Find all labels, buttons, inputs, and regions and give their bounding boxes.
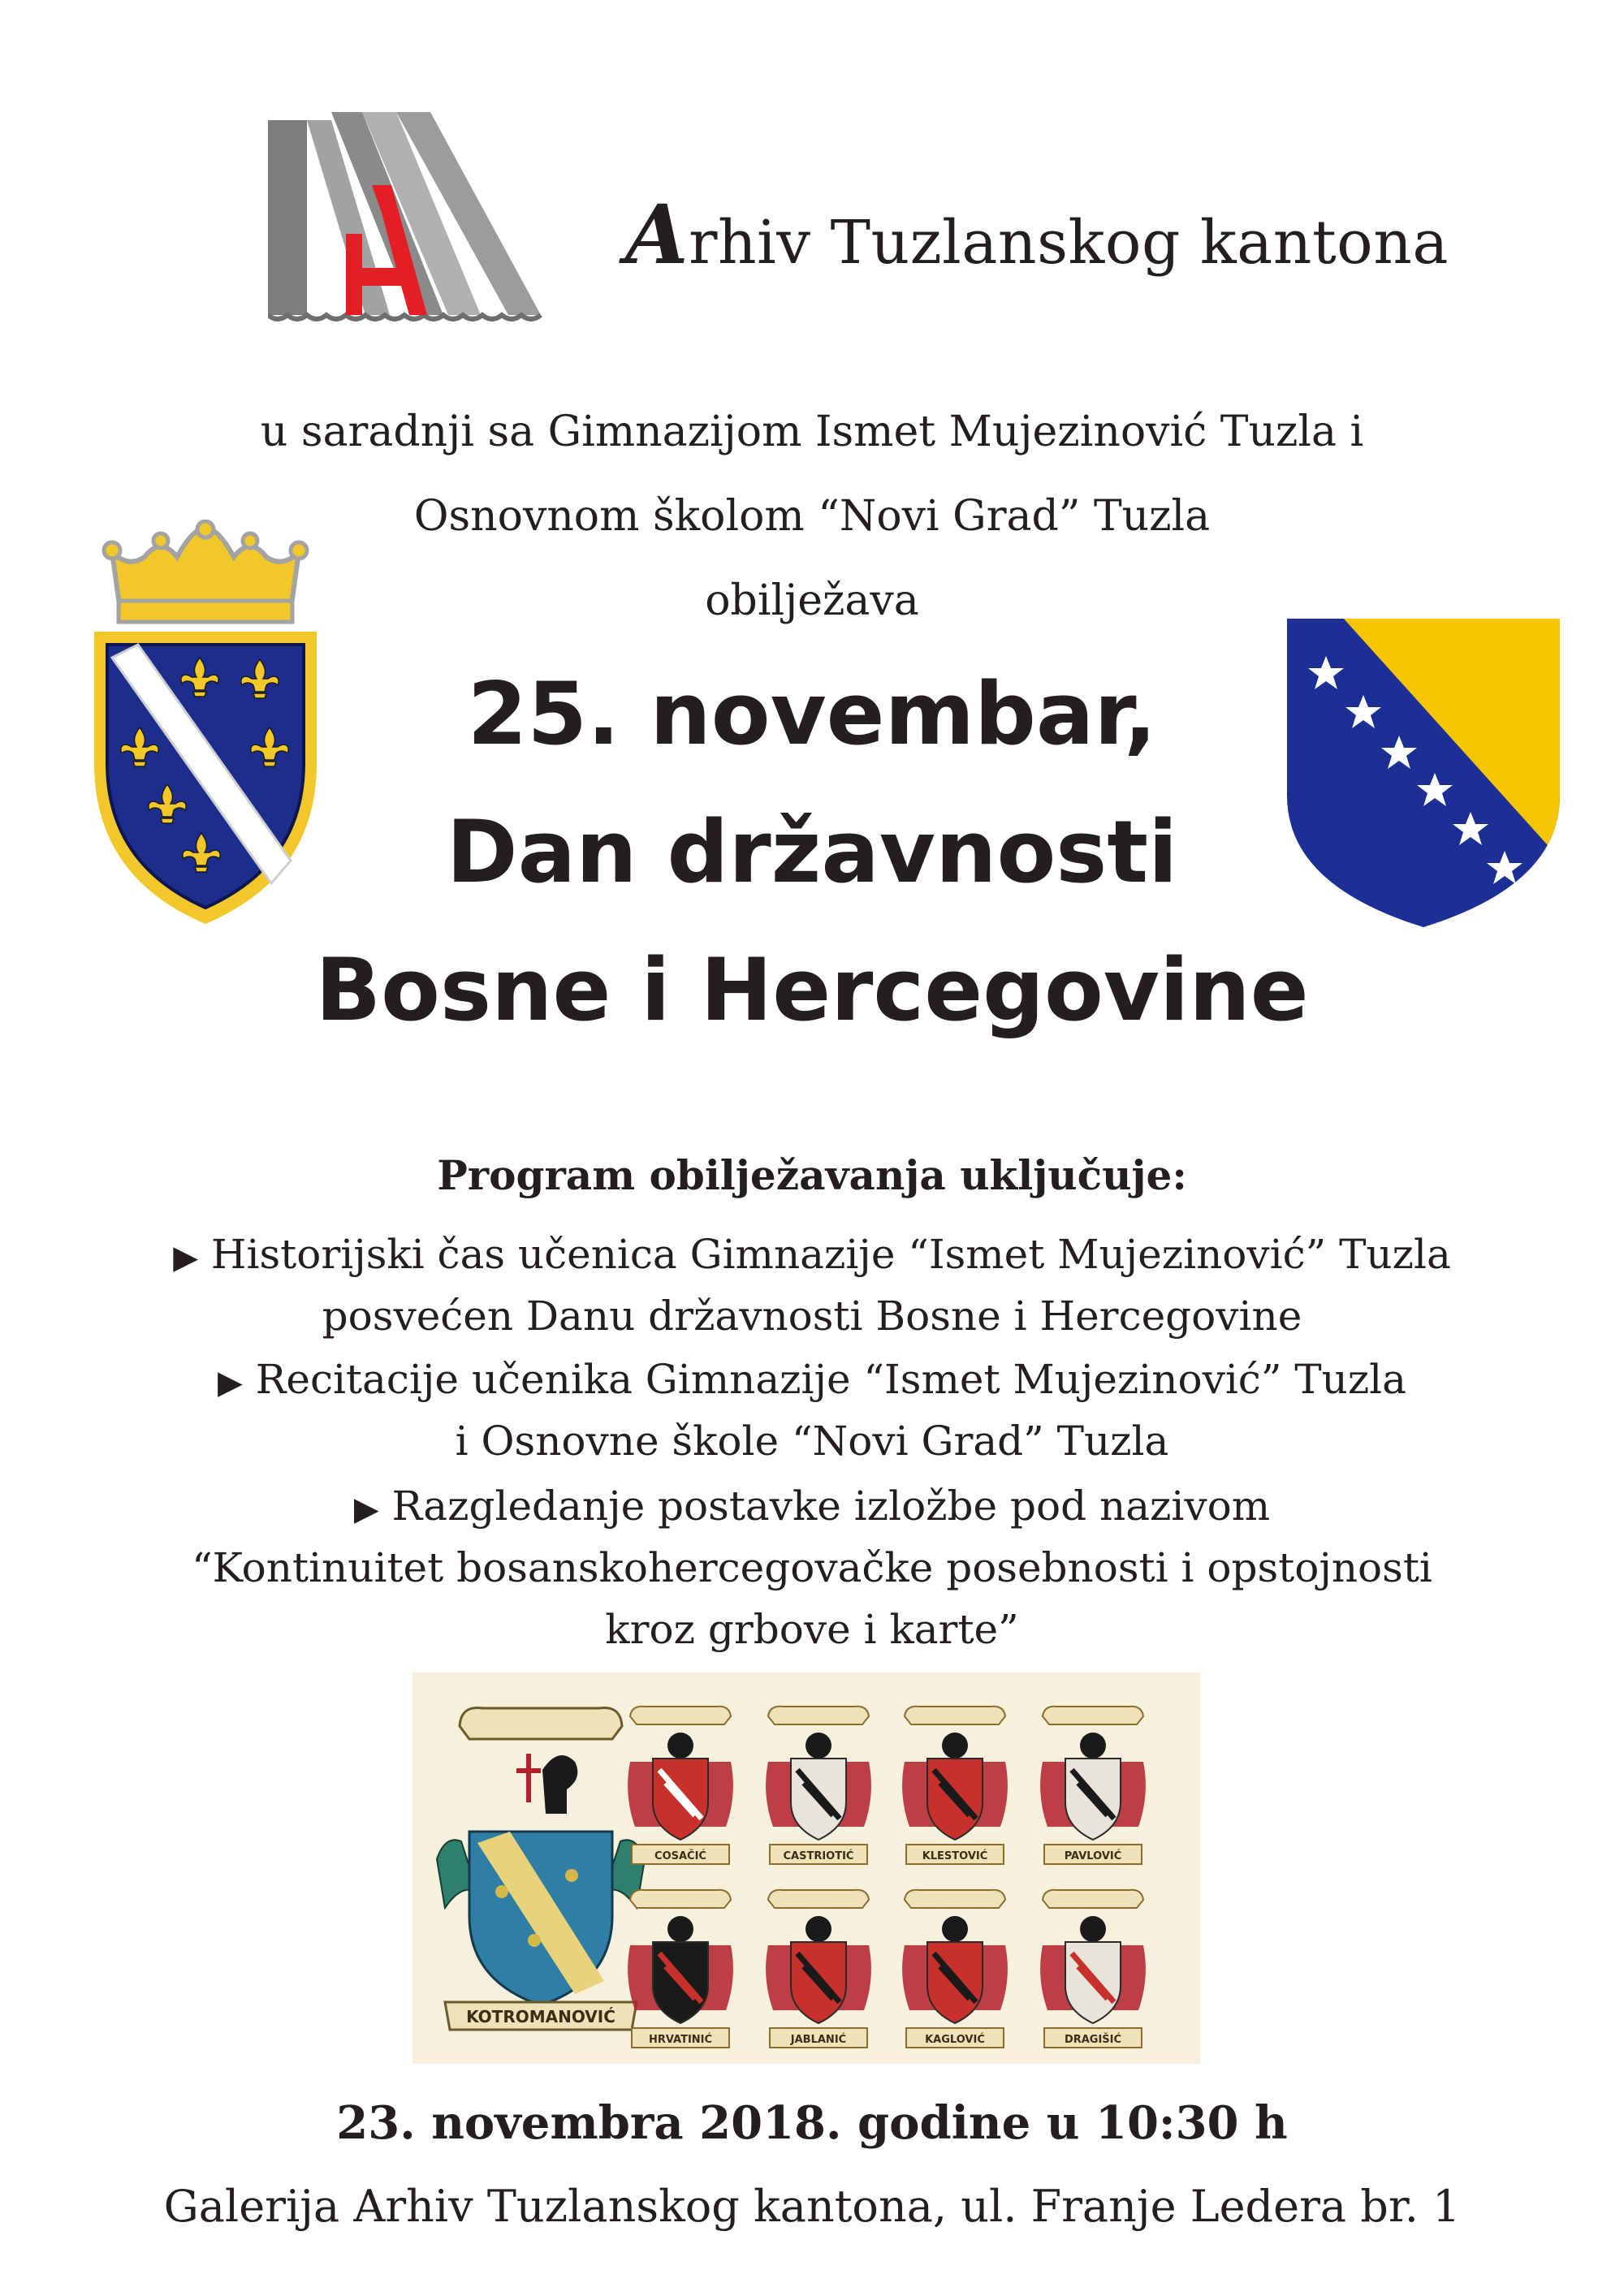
archive-logo-icon [268, 112, 544, 327]
title-line-3: Bosne i Hercegovine [315, 940, 1309, 1040]
program-item-1-line-1: Historijski čas učenica Gimnazije “Ismet Mujezinović” Tuzla [210, 1231, 1451, 1278]
program-heading: Program obilježavanja uključuje: [437, 1151, 1187, 1199]
program-item-2-line-2: i Osnovne škole “Novi Grad” Tuzla [455, 1418, 1169, 1465]
event-place: Galerija Arhiv Tuzlanskog kantona, ul. Franje Ledera br. 1 [163, 2181, 1461, 2232]
program-item-1 [0, 1231, 1624, 1281]
program-item-3-line-2: “Kontinuitet bosanskohercegovačke posebnosti i opstojnosti [192, 1544, 1432, 1591]
program-item-3-line-3: kroz grbove i karte” [605, 1606, 1019, 1653]
program-item-2 [0, 1356, 1624, 1406]
heraldry-main-label: KOTROMANOVIĆ [466, 2007, 615, 2026]
small-coat-of-arms-label: COSAČIĆ [654, 1850, 706, 1862]
triangle-bullet-icon: ▶ [218, 1364, 243, 1401]
title-line-2: Dan državnosti [446, 802, 1178, 902]
small-coat-of-arms-label: HRVATINIĆ [648, 2034, 713, 2046]
title-line-1: 25. novembar, [467, 664, 1157, 764]
heraldry-illustration [412, 1672, 1200, 2064]
triangle-bullet-icon: ▶ [353, 1491, 379, 1528]
intro-line-3: obilježava [705, 576, 919, 625]
program-item-1-line-2: posvećen Danu državnosti Bosne i Hercegovine [322, 1293, 1302, 1340]
organization-name [625, 187, 1449, 283]
intro-line-1: u saradnji sa Gimnazijom Ismet Mujezinović Tuzla i [260, 408, 1364, 456]
intro-line-2: Osnovnom školom “Novi Grad” Tuzla [413, 492, 1211, 541]
small-coat-of-arms-label: KAGLOVIĆ [925, 2034, 985, 2046]
organization-name-rest: rhiv Tuzlanskog kantona [689, 208, 1449, 278]
small-coat-of-arms-label: PAVLOVIĆ [1064, 1850, 1122, 1862]
event-date: 23. novembra 2018. godine u 10:30 h [336, 2096, 1288, 2150]
small-coat-of-arms-label: CASTRIOTIĆ [783, 1850, 854, 1862]
program-item-3-line-1: Razgledanje postavke izložbe pod nazivom [391, 1482, 1271, 1530]
program-item-3 [0, 1482, 1624, 1533]
triangle-bullet-icon: ▶ [173, 1239, 198, 1276]
small-coat-of-arms-label: DRAGIŠIĆ [1064, 2034, 1122, 2046]
program-item-2-line-1: Recitacije učenika Gimnazije “Ismet Mujezinović” Tuzla [255, 1356, 1406, 1403]
small-coat-of-arms-label: JABLANIĆ [790, 2034, 847, 2046]
small-coat-of-arms-label: KLESTOVIĆ [922, 1850, 988, 1862]
organization-name-initial: A [625, 187, 689, 283]
